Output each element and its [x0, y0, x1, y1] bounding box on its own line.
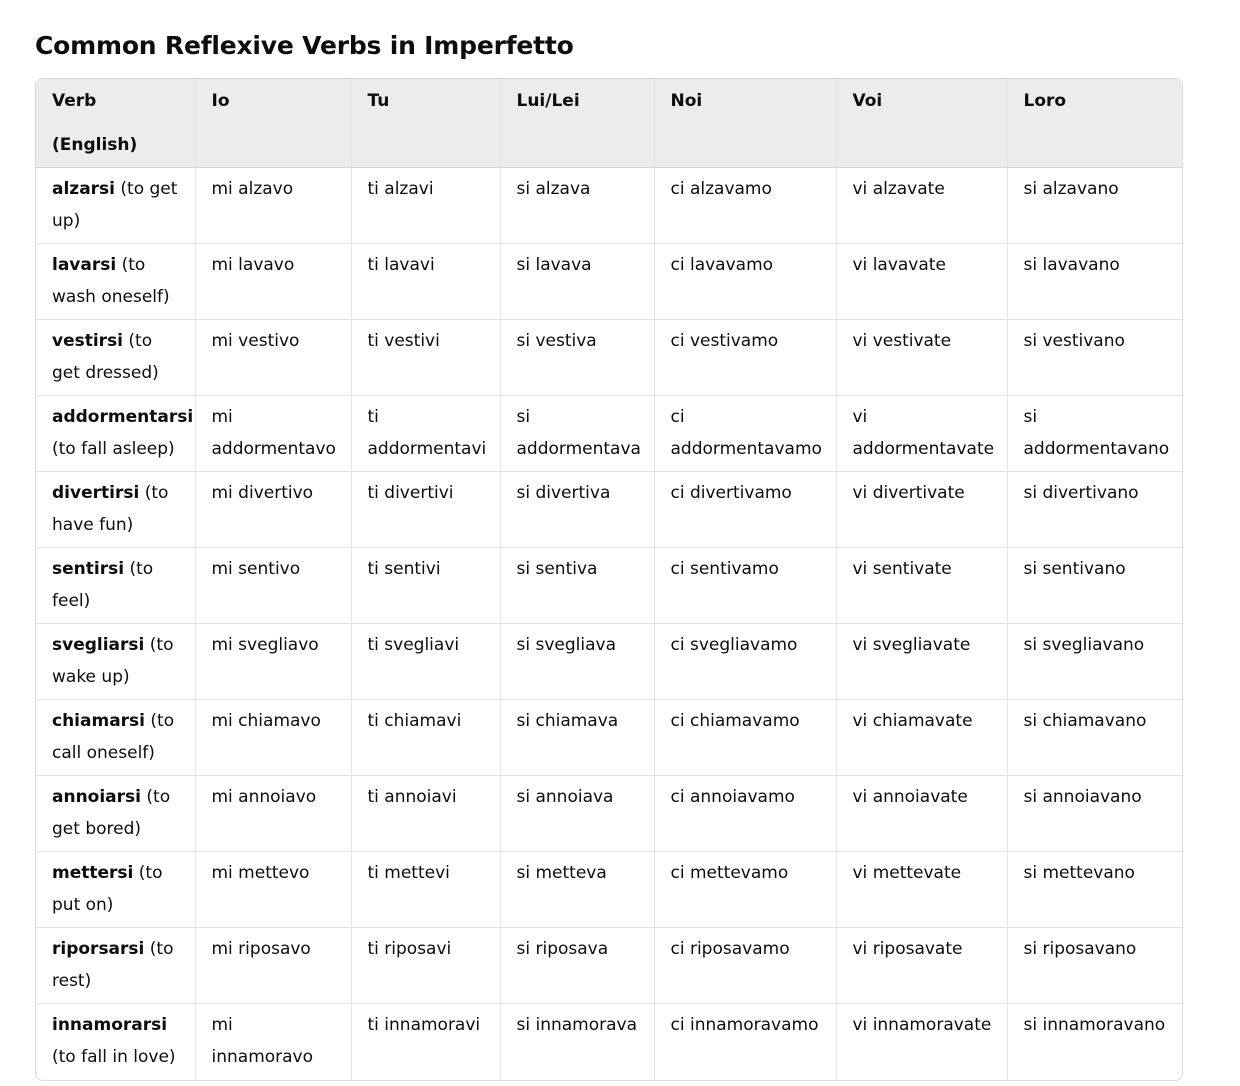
verb-infinitive: riporsarsi: [52, 939, 145, 959]
cell-verb-english: [36, 928, 195, 1004]
cell-noi: ci mettevamo: [654, 852, 836, 928]
cell-voi: vi sentivate: [836, 548, 1007, 624]
cell-lui-lei: si riposava: [500, 928, 654, 1004]
cell-voi: vi vestivate: [836, 320, 1007, 396]
verb-infinitive: alzarsi: [52, 179, 115, 199]
header-lui-lei: Lui/Lei: [500, 79, 654, 168]
cell-loro: si divertivano: [1007, 472, 1182, 548]
cell-lui-lei: si svegliava: [500, 624, 654, 700]
cell-tu: ti vestivi: [351, 320, 500, 396]
cell-noi: ci svegliavamo: [654, 624, 836, 700]
header-row: [36, 79, 1182, 168]
cell-loro: si alzavano: [1007, 168, 1182, 244]
header-voi: Voi: [836, 79, 1007, 168]
conjugation-table: [36, 79, 1182, 1080]
cell-noi: ci annoiavamo: [654, 776, 836, 852]
cell-voi: vi chiamavate: [836, 700, 1007, 776]
verb-translation: (to get up): [52, 179, 178, 231]
cell-verb-english: [36, 168, 195, 244]
cell-io: mi chiamavo: [195, 700, 351, 776]
cell-loro: si annoiavano: [1007, 776, 1182, 852]
cell-lui-lei: si lavava: [500, 244, 654, 320]
header-tu: Tu: [351, 79, 500, 168]
table-row: [36, 320, 1182, 396]
cell-voi: vi svegliavate: [836, 624, 1007, 700]
cell-lui-lei: si chiamava: [500, 700, 654, 776]
page-title: Common Reflexive Verbs in Imperfetto: [35, 31, 574, 60]
verb-infinitive: svegliarsi: [52, 635, 145, 655]
cell-tu: ti annoiavi: [351, 776, 500, 852]
verb-translation: (to get bored): [52, 787, 171, 839]
cell-verb-english: [36, 320, 195, 396]
verb-translation: (to have fun): [52, 483, 169, 535]
table-row: [36, 700, 1182, 776]
cell-tu: ti sentivi: [351, 548, 500, 624]
cell-verb-english: [36, 852, 195, 928]
cell-voi: vi addormentavate: [836, 396, 1007, 472]
cell-verb-english: [36, 548, 195, 624]
cell-voi: vi mettevate: [836, 852, 1007, 928]
cell-io: mi vestivo: [195, 320, 351, 396]
verb-translation: (to fall in love): [52, 1047, 176, 1067]
cell-voi: vi riposavate: [836, 928, 1007, 1004]
cell-voi: vi lavavate: [836, 244, 1007, 320]
cell-noi: ci addormentavamo: [654, 396, 836, 472]
table-row: [36, 472, 1182, 548]
cell-io: mi mettevo: [195, 852, 351, 928]
table-row: [36, 548, 1182, 624]
verb-translation: (to rest): [52, 939, 174, 991]
cell-noi: ci divertivamo: [654, 472, 836, 548]
cell-io: mi annoiavo: [195, 776, 351, 852]
verb-infinitive: vestirsi: [52, 331, 124, 351]
cell-loro: si lavavano: [1007, 244, 1182, 320]
cell-lui-lei: si metteva: [500, 852, 654, 928]
cell-loro: si svegliavano: [1007, 624, 1182, 700]
cell-verb-english: [36, 776, 195, 852]
table-row: [36, 852, 1182, 928]
table-row: [36, 776, 1182, 852]
table-row: [36, 624, 1182, 700]
cell-noi: ci vestivamo: [654, 320, 836, 396]
header-noi: Noi: [654, 79, 836, 168]
verb-translation: (to fall asleep): [52, 439, 175, 459]
cell-tu: ti chiamavi: [351, 700, 500, 776]
cell-voi: vi annoiavate: [836, 776, 1007, 852]
header-io: Io: [195, 79, 351, 168]
cell-noi: ci lavavamo: [654, 244, 836, 320]
cell-lui-lei: si annoiava: [500, 776, 654, 852]
cell-tu: ti mettevi: [351, 852, 500, 928]
cell-io: mi lavavo: [195, 244, 351, 320]
cell-io: mi svegliavo: [195, 624, 351, 700]
cell-loro: si sentivano: [1007, 548, 1182, 624]
cell-voi: vi divertivate: [836, 472, 1007, 548]
table-body: [36, 168, 1182, 1080]
verb-infinitive: mettersi: [52, 863, 134, 883]
cell-tu: ti addormentavi: [351, 396, 500, 472]
verb-translation: (to get dressed): [52, 331, 159, 383]
cell-verb-english: [36, 624, 195, 700]
verb-infinitive: divertirsi: [52, 483, 140, 503]
cell-loro: si vestivano: [1007, 320, 1182, 396]
cell-verb-english: [36, 396, 195, 472]
cell-loro: si mettevano: [1007, 852, 1182, 928]
table-row: [36, 244, 1182, 320]
cell-voi: vi innamoravate: [836, 1004, 1007, 1080]
verb-translation: (to feel): [52, 559, 154, 611]
table-row: [36, 928, 1182, 1004]
cell-lui-lei: si vestiva: [500, 320, 654, 396]
cell-noi: ci alzavamo: [654, 168, 836, 244]
cell-noi: ci riposavamo: [654, 928, 836, 1004]
cell-io: mi riposavo: [195, 928, 351, 1004]
verb-infinitive: addormentarsi: [52, 407, 194, 427]
table-row: [36, 1004, 1182, 1080]
cell-tu: ti alzavi: [351, 168, 500, 244]
verb-infinitive: innamorarsi: [52, 1015, 168, 1035]
cell-tu: ti lavavi: [351, 244, 500, 320]
cell-tu: ti divertivi: [351, 472, 500, 548]
cell-loro: si chiamavano: [1007, 700, 1182, 776]
verb-infinitive: lavarsi: [52, 255, 117, 275]
cell-verb-english: [36, 472, 195, 548]
conjugation-table-container: [35, 78, 1183, 1081]
cell-verb-english: [36, 1004, 195, 1080]
cell-tu: ti riposavi: [351, 928, 500, 1004]
cell-lui-lei: si alzava: [500, 168, 654, 244]
verb-infinitive: chiamarsi: [52, 711, 145, 731]
cell-io: mi alzavo: [195, 168, 351, 244]
verb-translation: (to wash oneself): [52, 255, 170, 307]
verb-translation: (to put on): [52, 863, 163, 915]
cell-tu: ti svegliavi: [351, 624, 500, 700]
cell-noi: ci innamoravamo: [654, 1004, 836, 1080]
cell-verb-english: [36, 700, 195, 776]
table-row: [36, 396, 1182, 472]
cell-io: mi innamoravo: [195, 1004, 351, 1080]
cell-lui-lei: si innamorava: [500, 1004, 654, 1080]
verb-infinitive: annoiarsi: [52, 787, 141, 807]
cell-noi: ci chiamavamo: [654, 700, 836, 776]
header-loro: Loro: [1007, 79, 1182, 168]
cell-lui-lei: si divertiva: [500, 472, 654, 548]
verb-translation: (to wake up): [52, 635, 174, 687]
cell-io: mi sentivo: [195, 548, 351, 624]
cell-io: mi addormentavo: [195, 396, 351, 472]
verb-translation: (to call oneself): [52, 711, 175, 763]
header-verb-english: Verb (English): [36, 79, 195, 168]
cell-io: mi divertivo: [195, 472, 351, 548]
cell-loro: si riposavano: [1007, 928, 1182, 1004]
cell-loro: si addormentavano: [1007, 396, 1182, 472]
cell-verb-english: [36, 244, 195, 320]
verb-infinitive: sentirsi: [52, 559, 125, 579]
cell-lui-lei: si addormentava: [500, 396, 654, 472]
table-header: [36, 79, 1182, 168]
cell-voi: vi alzavate: [836, 168, 1007, 244]
cell-tu: ti innamoravi: [351, 1004, 500, 1080]
cell-loro: si innamoravano: [1023, 1015, 1166, 1035]
cell-noi: ci sentivamo: [654, 548, 836, 624]
cell-lui-lei: si sentiva: [500, 548, 654, 624]
table-row: [36, 168, 1182, 244]
